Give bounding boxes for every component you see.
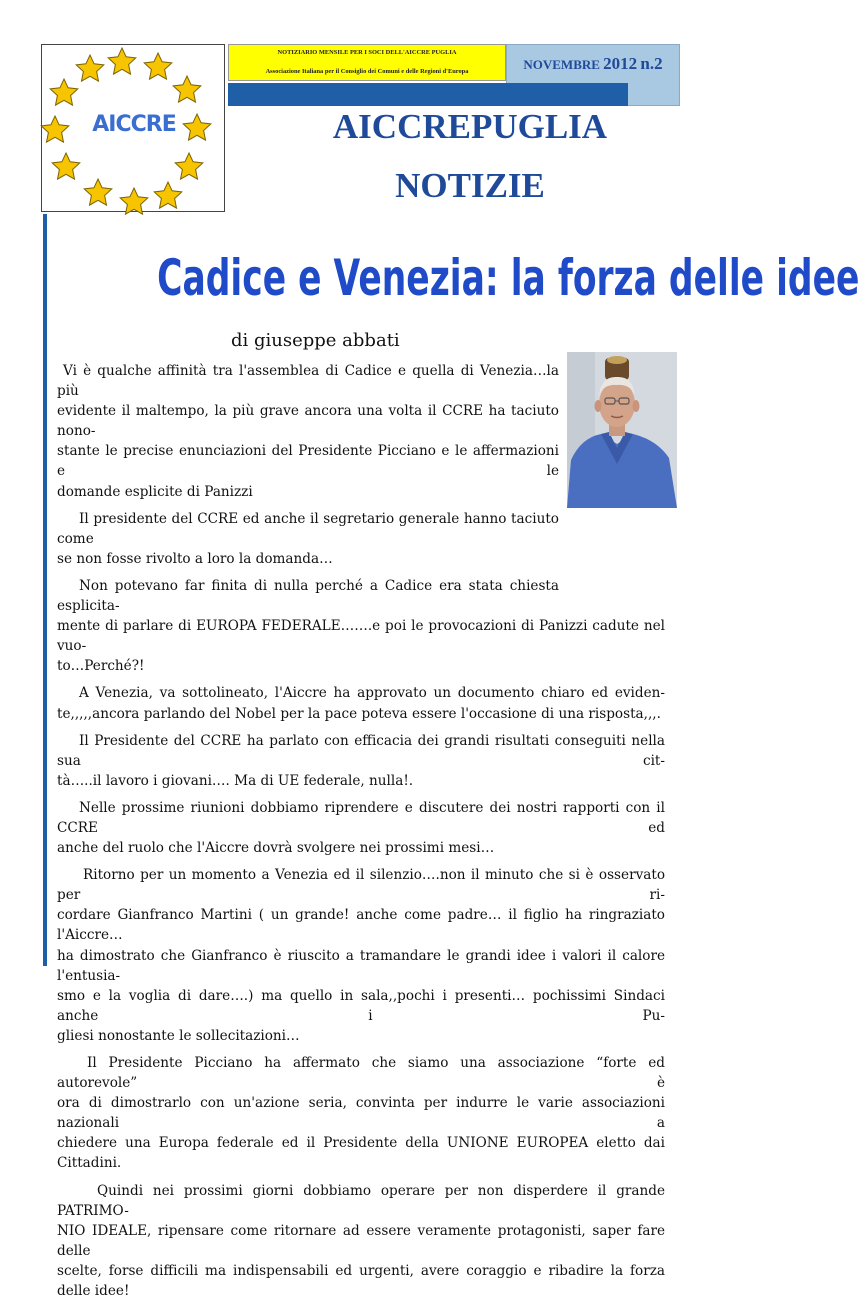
article-line: Il presidente del CCRE ed anche il segretario generale hanno taciuto come (57, 510, 559, 547)
article-line: scelte, forse difficili ma indispensabili ed urgenti, avere coraggio e ribadire la forza delle idee! (57, 1262, 665, 1300)
masthead-line-1: AICCREPUGLIA (332, 107, 608, 146)
article-paragraph (57, 361, 665, 502)
logo-star (52, 153, 80, 179)
tagline-box (228, 44, 506, 81)
article-line: ora di dimostrarlo con un'azione seria, convinta per indurre le varie associazioni nazionali a (57, 1095, 665, 1132)
article-line: Quindi nei prossimi giorni dobbiamo operare per non disperdere il grande PATRIMO- (57, 1182, 665, 1219)
article-line: chiedere una Europa federale ed il Presidente della UNIONE EUROPEA eletto dai Cittadini. (57, 1135, 665, 1172)
newsletter-tagline: NOTIZIARIO MENSILE PER I SOCI DELL'AICCRE PUGLIA (277, 49, 457, 56)
article-paragraph (57, 1053, 665, 1174)
article-paragraph (57, 798, 665, 858)
article-line: cordare Gianfranco Martini ( un grande! anche come padre… il figlio ha ringraziato l'Aiccre… (57, 907, 665, 944)
article-line: tà…..il lavoro i giovani…. Ma di UE federale, nulla!. (57, 772, 414, 789)
article-paragraph (57, 576, 665, 676)
article-line: domande esplicite di Panizzi (57, 483, 253, 500)
logo-star (173, 76, 201, 102)
article-paragraph (57, 865, 665, 1046)
aiccre-logo (41, 44, 225, 212)
article-line: ha dimostrato che Gianfranco è riuscito a tramandare le grandi idee i valori il calore l'entusia- (57, 947, 665, 984)
masthead-line-2: NOTIZIE (395, 166, 545, 205)
article-line: evidente il maltempo, la più grave ancora una volta il CCRE ha taciuto nono- (57, 403, 559, 440)
article-line: anche del ruolo che l'Aiccre dovrà svolgere nei prossimi mesi… (57, 840, 495, 857)
article-line: Il Presidente Picciano ha affermato che siamo una associazione “forte ed autorevole” è (57, 1055, 665, 1092)
issue-year: 2012 (603, 54, 638, 73)
logo-star (175, 153, 203, 179)
logo-star (120, 188, 148, 214)
article-line: Ritorno per un momento a Venezia ed il silenzio….non il minuto che si è osservato per ri- (57, 867, 665, 904)
issue-month: NOVEMBRE (523, 57, 600, 72)
article-line: A Venezia, va sottolineato, l'Aiccre ha approvato un documento chiaro ed eviden- (79, 685, 665, 702)
article-line: Vi è qualche affinità tra l'assemblea di Cadice e quella di Venezia…la più (57, 363, 559, 400)
article-paragraph (57, 1181, 665, 1302)
article-paragraph (57, 731, 665, 791)
logo-star (41, 116, 69, 142)
article-line: se non fosse rivolto a loro la domanda… (57, 550, 333, 567)
association-name: Associazione Italiana per il Consiglio dei Comuni e delle Regioni d'Europa (265, 68, 469, 75)
logo-star (76, 55, 104, 81)
article-headline: Cadice e Venezia: la forza delle idee (157, 249, 859, 307)
issue-number: n.2 (640, 54, 663, 73)
logo-star (108, 48, 136, 74)
article-line: NIO IDEALE, ripensare come ritornare ad essere veramente protagonisti, saper fare delle (57, 1222, 665, 1259)
logo-star (154, 182, 182, 208)
left-margin-bar (43, 214, 47, 966)
article-body (57, 361, 665, 1308)
article-byline: di giuseppe abbati (231, 330, 400, 351)
article-line: to…Perché?! (57, 658, 145, 675)
article-line: Non potevano far finita di nulla perché a Cadice era stata chiesta esplicita- (57, 577, 559, 615)
article-paragraph (57, 683, 665, 723)
logo-star (50, 79, 78, 105)
logo-star (183, 114, 211, 140)
logo-star (144, 53, 172, 79)
logo-text: AICCRE (92, 112, 176, 137)
article-paragraph (57, 509, 665, 569)
article-line: gliesi nonostante le sollecitazioni… (57, 1027, 300, 1044)
header-divider-bar (228, 83, 628, 106)
issue-label (507, 54, 679, 74)
article-line: mente di parlare di EUROPA FEDERALE…….e poi le provocazioni di Panizzi cadute nel vuo- (57, 618, 665, 655)
article-line: Nelle prossime riunioni dobbiamo riprendere e discutere dei nostri rapporti con il CCRE ed (57, 799, 665, 836)
article-line: te,,,,,ancora parlando del Nobel per la pace poteva essere l'occasione di una risposta,,,. (57, 705, 661, 722)
article-line: smo e la voglia di dare….) ma quello in sala,,pochi i presenti… pochissimi Sindaci anche i Pu- (57, 987, 665, 1024)
logo-star (84, 179, 112, 205)
article-line: Il Presidente del CCRE ha parlato con efficacia dei grandi risultati conseguiti nella sua cit- (57, 732, 665, 769)
article-line: stante le precise enunciazioni del Presidente Picciano e le affermazioni e le (57, 443, 559, 480)
